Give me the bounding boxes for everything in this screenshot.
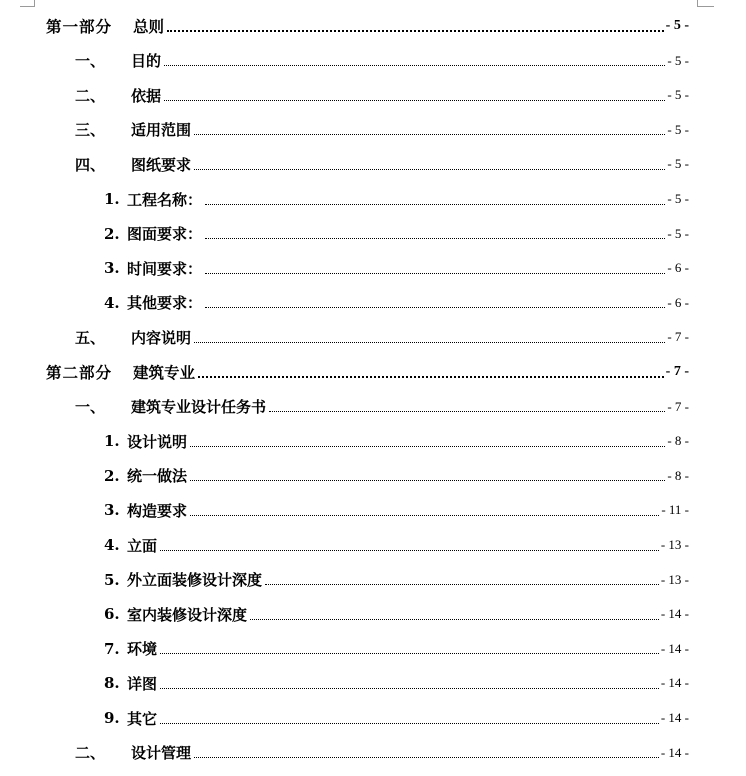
toc-entry-page: - 14 - — [660, 675, 689, 691]
toc-entry-number: 五、 — [75, 328, 106, 347]
toc-entry-number: 2. — [104, 466, 120, 485]
toc-entry-title: 图面要求： — [127, 225, 203, 244]
toc-entry-number: 8. — [104, 674, 120, 693]
toc-entry-title: 设计说明 — [127, 432, 188, 451]
dot-leader — [205, 238, 665, 239]
toc-entry-title: 环境 — [127, 640, 158, 659]
dot-leader — [198, 376, 664, 378]
toc-entry[interactable] — [75, 46, 689, 76]
toc-entry-page: - 7 - — [667, 398, 689, 414]
toc-entry-number: 7. — [104, 639, 120, 658]
toc-entry-title: 目的 — [131, 52, 162, 71]
toc-entry-title: 内容说明 — [131, 328, 192, 347]
toc-entry-number: 一、 — [75, 398, 106, 417]
toc-entry-title: 外立面装修设计深度 — [127, 571, 263, 590]
toc-entry[interactable] — [104, 219, 689, 249]
toc-entry-number: 四、 — [75, 155, 106, 174]
toc-entry-page: - 5 - — [665, 18, 689, 33]
toc-entry-title: 建筑专业 — [133, 363, 196, 382]
margin-corner-mark — [20, 0, 35, 7]
toc-entry-page: - 5 - — [667, 87, 689, 103]
toc-entry-title: 适用范围 — [131, 121, 192, 140]
toc-entry[interactable] — [104, 668, 689, 698]
toc-entry[interactable] — [104, 634, 689, 664]
toc-entry[interactable] — [75, 80, 689, 110]
toc-entry-title: 其它 — [127, 709, 158, 728]
margin-corner-mark — [697, 0, 714, 7]
toc-entry[interactable] — [104, 184, 689, 214]
toc-entry-title: 工程名称： — [127, 190, 203, 209]
toc-entry-title: 详图 — [127, 674, 158, 693]
toc-entry-number: 第一部分 — [46, 17, 113, 36]
toc-entry-number: 一、 — [75, 52, 106, 71]
toc-entry-number: 6. — [104, 605, 120, 624]
toc-entry[interactable] — [75, 322, 689, 352]
toc-entry-page: - 6 - — [667, 294, 689, 310]
toc-entry-title: 其他要求： — [127, 294, 203, 313]
toc-entry-title: 立面 — [127, 536, 158, 555]
toc-entry[interactable] — [75, 738, 689, 768]
toc-entry-page: - 5 - — [667, 52, 689, 68]
toc-entry[interactable] — [46, 357, 689, 387]
toc-entry-title: 设计管理 — [131, 744, 192, 763]
dot-leader — [164, 65, 665, 66]
toc-entry-page: - 5 - — [667, 191, 689, 206]
dot-leader — [194, 342, 665, 343]
toc-entry[interactable] — [104, 288, 689, 318]
toc-entry-number: 三、 — [75, 121, 106, 140]
toc-entry-title: 室内装修设计深度 — [127, 605, 248, 624]
dot-leader — [269, 411, 665, 412]
toc-entry-page: - 13 - — [660, 537, 689, 552]
toc-entry-page: - 8 - — [667, 467, 689, 483]
toc-entry-page: - 14 - — [660, 744, 689, 760]
toc-entry-title: 时间要求： — [127, 259, 203, 278]
toc-entry-number: 9. — [104, 709, 120, 727]
toc-entry-number: 1. — [104, 190, 120, 208]
dot-leader — [190, 515, 659, 516]
dot-leader — [190, 446, 665, 447]
dot-leader — [194, 134, 665, 135]
toc-entry-number: 二、 — [75, 744, 106, 763]
dot-leader — [160, 688, 659, 689]
dot-leader — [160, 723, 659, 724]
toc-entry-number: 4. — [104, 536, 120, 554]
toc-entry-title: 构造要求 — [127, 501, 188, 520]
toc-entry-title: 建筑专业设计任务书 — [131, 398, 267, 417]
toc-entry-title: 图纸要求 — [131, 155, 192, 174]
toc-entry-number: 4. — [104, 293, 120, 312]
toc-entry-page: - 13 - — [660, 571, 689, 587]
toc-entry[interactable] — [104, 461, 689, 491]
dot-leader — [164, 100, 665, 101]
toc-entry[interactable] — [104, 599, 689, 629]
toc-entry[interactable] — [46, 11, 689, 41]
toc-entry[interactable] — [104, 426, 689, 456]
toc-entry-title: 统一做法 — [127, 467, 188, 486]
toc-entry-page: - 7 - — [667, 329, 689, 345]
dot-leader — [160, 550, 659, 551]
toc-entry[interactable] — [104, 495, 689, 525]
dot-leader — [167, 30, 664, 32]
toc-entry-title: 总则 — [133, 17, 165, 36]
toc-entry[interactable] — [104, 530, 689, 560]
toc-entry-number: 3. — [104, 259, 120, 278]
dot-leader — [194, 169, 665, 170]
toc-entry[interactable] — [75, 149, 689, 179]
toc-entry-page: - 14 - — [660, 640, 689, 656]
toc-entry-page: - 11 - — [661, 502, 689, 518]
toc-entry-page: - 7 - — [665, 364, 689, 379]
toc-entry-number: 2. — [104, 224, 120, 243]
toc-entry-page: - 5 - — [667, 121, 689, 137]
dot-leader — [160, 653, 659, 654]
dot-leader — [205, 273, 665, 274]
dot-leader — [205, 204, 665, 205]
toc-entry-page: - 5 - — [667, 156, 689, 172]
toc-entry-title: 依据 — [131, 86, 162, 105]
toc-entry[interactable] — [104, 253, 689, 283]
dot-leader — [205, 307, 665, 308]
toc-entry[interactable] — [104, 565, 689, 595]
toc-entry-number: 第二部分 — [46, 363, 113, 382]
dot-leader — [190, 480, 665, 481]
toc-entry-number: 5. — [104, 570, 120, 589]
toc-entry-number: 3. — [104, 501, 120, 520]
toc-entry-number: 二、 — [75, 86, 106, 105]
toc-entry-page: - 8 - — [667, 433, 689, 449]
dot-leader — [265, 584, 659, 585]
toc-entry[interactable] — [75, 115, 689, 145]
dot-leader — [250, 619, 659, 620]
toc-entry-page: - 14 - — [660, 606, 689, 622]
toc-entry[interactable] — [104, 703, 689, 733]
toc-entry-page: - 5 - — [667, 225, 689, 241]
toc-entry[interactable] — [75, 392, 689, 422]
toc-entry-page: - 6 - — [667, 260, 689, 276]
toc-entry-page: - 14 - — [660, 710, 689, 725]
toc-entry-number: 1. — [104, 432, 120, 451]
dot-leader — [194, 757, 659, 758]
